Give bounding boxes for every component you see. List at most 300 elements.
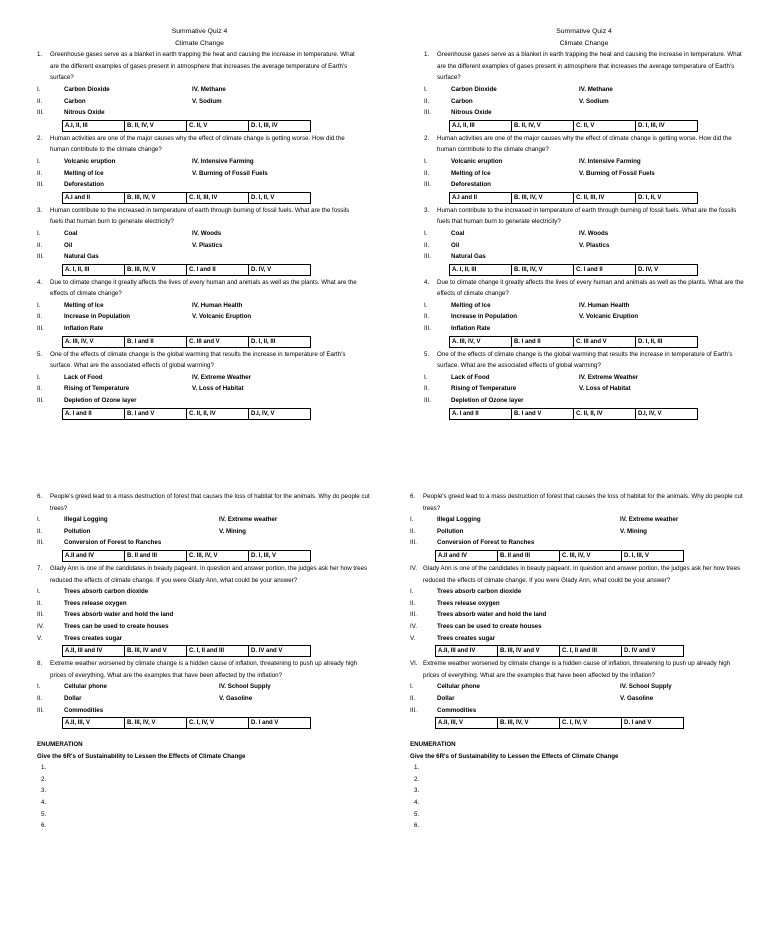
option-left: Carbon Dioxide [451, 85, 497, 93]
option-left: Cellular phone [64, 683, 107, 691]
answer-choices [435, 550, 684, 562]
answer-choice: A.II, III, V [436, 718, 498, 728]
option-left: Trees release oxygen [437, 599, 500, 607]
option-left: Nitrous Oxide [451, 109, 492, 117]
question-number: 3. [424, 206, 430, 214]
answer-choice: D. IV and V [251, 648, 283, 655]
option-left: Trees absorb carbon dioxide [64, 588, 149, 596]
option-numeral: II. [410, 694, 416, 702]
answer-choice: B. I and II [512, 337, 574, 347]
answer-choice: A.II, III and IV [63, 646, 125, 656]
answer-choice: D. I, II, III [251, 338, 276, 345]
answer-choice: D. I, III, IV [638, 122, 665, 129]
question-text: Greenhouse gases serve as a blanket in earth trapping the heat and causing the increase in temperature. What are the different examples of gases present in atmosphere that increases the average temperature of Earth's surface? [437, 51, 742, 82]
option-row [37, 168, 362, 180]
option-numeral: II. [37, 527, 43, 535]
option-left: Oil [64, 241, 73, 249]
question-number: 2. [424, 134, 430, 142]
option-row [37, 537, 372, 549]
enumeration-line: 5. [41, 810, 47, 818]
question-text: Human activities are one of the major causes why the effect of climate change is getting worse. How did the human contribute to the climate change? [50, 134, 345, 154]
answer-choice: D. I, III, V [624, 552, 650, 559]
option-numeral: II. [37, 241, 43, 249]
question [424, 205, 744, 228]
option-left: Depletion of Ozone layer [451, 397, 524, 405]
answer-choice: A. III, IV, V [63, 337, 125, 347]
option-row [37, 681, 372, 693]
question-number: 7. [37, 564, 43, 572]
option-row [37, 395, 362, 407]
option-row [37, 372, 362, 384]
answer-choice: A.I and II [450, 193, 512, 203]
answer-choices [449, 264, 698, 276]
option-right: IV. School Supply [620, 683, 672, 691]
option-row [37, 586, 372, 598]
question-number: 6. [37, 493, 43, 500]
option-numeral: II. [424, 97, 430, 105]
option-numeral: III. [424, 181, 431, 189]
enumeration-line: 6. [41, 822, 47, 830]
option-row [37, 705, 372, 717]
option-numeral: III. [37, 611, 44, 619]
question-number: 1. [424, 51, 430, 59]
question-text: Due to climate change it greatly affects the lives of every human and animals as well as the plants. What are the effects of climate change? [437, 278, 744, 298]
question-number: IV. [410, 564, 417, 572]
option-row [410, 621, 745, 633]
option-right: V. Volcanic Eruption [579, 313, 639, 321]
option-numeral: II. [424, 241, 430, 249]
option-left: Melting of Ice [451, 301, 491, 309]
option-right: V. Sodium [579, 97, 609, 105]
option-numeral: III. [37, 325, 44, 333]
enumeration-title: ENUMERATION [37, 741, 83, 749]
option-right: IV. Human Health [579, 301, 630, 309]
option-left: Melting of Ice [451, 169, 491, 177]
answer-choice: B. III, IV, V [512, 265, 574, 275]
option-row [37, 107, 362, 119]
option-right: V. Burning of Fossil Fuels [579, 169, 655, 177]
question [37, 491, 372, 514]
enumeration-prompt: Give the 6R's of Sustainability to Lessen the Effects of Climate Change [37, 752, 246, 760]
option-numeral: III. [37, 253, 44, 261]
question-text: Extreme weather worsened by climate change is a hidden cause of inflation, threatening to push up already high prices of everything. What are the examples that have been affected by the inflation? [423, 660, 731, 679]
option-left: Commodities [437, 706, 477, 714]
option-numeral: II. [424, 169, 430, 177]
answer-choice: B. II, IV, V [512, 121, 574, 131]
question-number: VI. [410, 660, 418, 668]
answer-choice: C. I and II [574, 265, 636, 275]
enumeration-line: 4. [414, 799, 420, 807]
question-number: 5. [424, 350, 430, 358]
answer-choices [449, 120, 698, 132]
answer-choice: C. III and V [574, 337, 636, 347]
option-numeral: IV. [410, 622, 417, 630]
quiz-title: Summative Quiz 4 [171, 28, 228, 35]
option-left: Inflation Rate [64, 325, 104, 333]
answer-choice: C. I, IV, V [187, 718, 249, 728]
option-row [424, 179, 744, 191]
answer-choice: C. I, II and III [560, 646, 622, 656]
question [410, 491, 745, 514]
question-text: Glady Ann is one of the candidates in beauty pageant. In question and answer portion, the judges ask her how trees reduced the effects of climate change. If you were Glady Ann, what could be your answer? [50, 564, 368, 584]
option-left: Depletion of Ozone layer [64, 397, 137, 405]
question [37, 277, 362, 300]
enumeration-line: 5. [414, 810, 420, 818]
option-right: V. Loss of Habitat [579, 385, 631, 393]
option-left: Cellular phone [437, 683, 480, 691]
answer-choice: A.II and IV [63, 551, 125, 561]
option-left: Lack of Food [64, 373, 103, 381]
option-left: Deforestation [64, 181, 104, 189]
option-left: Melting of Ice [64, 301, 104, 309]
question [37, 133, 362, 156]
option-right: IV. Extreme Weather [192, 373, 252, 381]
answer-choice: A.I, II, III [63, 121, 125, 131]
option-left: Increase in Population [64, 313, 131, 321]
option-left: Increase in Population [451, 313, 518, 321]
option-numeral: I. [424, 301, 428, 309]
question-text: One of the effects of climate change is the global warming that results the increase in temperature of Earth's surface. What are the associated effects of global warming? [437, 350, 733, 370]
option-left: Natural Gas [451, 253, 486, 261]
option-numeral: II. [410, 527, 416, 535]
option-numeral: I. [37, 229, 41, 237]
question-number: 2. [37, 134, 43, 142]
option-left: Dollar [64, 694, 82, 702]
option-numeral: I. [37, 157, 41, 165]
option-left: Coal [64, 229, 78, 237]
option-left: Trees release oxygen [64, 599, 127, 607]
option-left: Conversion of Forest to Ranches [64, 539, 162, 547]
option-right: IV. School Supply [219, 683, 271, 691]
option-right: IV. Extreme weather [219, 516, 278, 524]
option-row [424, 240, 744, 252]
option-right: IV. Woods [192, 229, 222, 237]
option-right: V. Gasoline [219, 694, 253, 702]
option-left: Nitrous Oxide [64, 109, 105, 117]
option-row [424, 251, 744, 263]
option-left: Trees absorb water and hold the land [64, 611, 174, 619]
answer-choice: B. I and V [512, 409, 574, 419]
quiz-subtitle: Climate Change [559, 39, 609, 47]
answer-choice: D. I and V [251, 720, 279, 727]
option-numeral: III. [410, 539, 417, 547]
option-right: V. Gasoline [620, 694, 654, 702]
answer-choice: D. I, II, III [638, 338, 663, 345]
answer-choice: D. I, III, V [251, 552, 277, 559]
option-row [37, 609, 372, 621]
question-number: 1. [37, 51, 43, 59]
option-row [424, 168, 744, 180]
option-left: Coal [451, 229, 465, 237]
question-text: Human activities are one of the major causes why the effect of climate change is getting worse. How did the human contribute to the climate change? [437, 134, 732, 154]
option-left: Rising of Temperature [451, 385, 517, 393]
option-row [424, 311, 744, 323]
option-numeral: I. [37, 373, 41, 381]
option-right: IV. Methane [192, 85, 226, 93]
answer-choice: A.I and II [63, 193, 125, 203]
answer-choices [435, 645, 684, 657]
option-numeral: III. [37, 109, 44, 117]
question [37, 49, 362, 84]
option-left: Natural Gas [64, 253, 99, 261]
answer-choice: D. I and V [624, 720, 652, 727]
question [37, 563, 372, 586]
option-left: Trees can be used to create houses [64, 622, 169, 630]
answer-choice: C. I, IV, V [560, 718, 622, 728]
option-left: Trees can be used to create houses [437, 622, 542, 630]
option-row [37, 633, 372, 645]
option-numeral: II. [424, 313, 430, 321]
answer-choice: D. IV and V [624, 648, 656, 655]
question-text: Human contribute to the increased in temperature of earth through burning of fossil fuels. What are the fossils fuels that human burn to generate electricity? [437, 206, 737, 226]
option-numeral: II. [424, 385, 430, 393]
option-row [37, 598, 372, 610]
option-numeral: I. [37, 301, 41, 309]
question-text: Glady Ann is one of the candidates in beauty pageant. In question and answer portion, the judges ask her how trees reduced the effects of climate change. If you were Glady Ann, what could be your answer? [423, 564, 741, 584]
option-left: Pollution [437, 527, 464, 535]
option-row [37, 693, 372, 705]
answer-choice: D. I, III, IV [251, 122, 278, 129]
answer-choice: C. I, II and III [187, 646, 249, 656]
answer-choice: A. I, II, III [450, 265, 512, 275]
option-numeral: III. [37, 539, 44, 547]
option-left: Illegal Logging [64, 516, 108, 524]
answer-choice: D.I, IV, V [251, 410, 275, 417]
option-left: Lack of Food [451, 373, 490, 381]
answer-choice: A. I and II [63, 409, 125, 419]
option-left: Melting of Ice [64, 169, 104, 177]
option-right: V. Mining [219, 527, 246, 535]
option-row [410, 633, 745, 645]
answer-choice: B. II, IV, V [125, 121, 187, 131]
option-row [410, 681, 745, 693]
answer-choice: A. I, II, III [63, 265, 125, 275]
option-row [37, 514, 372, 526]
answer-choice: C. III and V [187, 337, 249, 347]
enumeration-line: 1. [414, 764, 420, 772]
option-left: Trees creates sugar [437, 634, 496, 642]
option-right: IV. Intensive Farming [192, 157, 254, 165]
answer-choice: C. III, IV, V [560, 551, 622, 561]
option-numeral: I. [410, 516, 414, 524]
answer-choice: B. I and V [125, 409, 187, 419]
option-left: Carbon [64, 97, 86, 105]
option-left: Deforestation [451, 181, 491, 189]
option-numeral: II. [37, 97, 43, 105]
question [424, 277, 744, 300]
enumeration-line: 2. [41, 775, 47, 783]
option-row [37, 526, 372, 538]
question-text: People's greed lead to a mass destruction of forest that causes the loss of habitat for the animals. Why do people cut trees? [423, 493, 743, 512]
answer-choice: C. II, V [574, 121, 636, 131]
option-numeral: I. [410, 588, 414, 596]
option-row [424, 300, 744, 312]
enumeration-title: ENUMERATION [410, 741, 456, 749]
answer-choice: B. III, IV, V [125, 193, 187, 203]
option-row [37, 228, 362, 240]
question [410, 563, 745, 586]
answer-choice: A.II, III and IV [436, 646, 498, 656]
option-numeral: II. [37, 313, 43, 321]
question-text: One of the effects of climate change is the global warming that results the increase in temperature of Earth's surface. What are the associated effects of global warming? [50, 350, 346, 370]
option-row [410, 526, 745, 538]
option-right: V. Burning of Fossil Fuels [192, 169, 268, 177]
answer-choice: B. III, IV, V [125, 265, 187, 275]
option-row [424, 323, 744, 335]
option-right: V. Sodium [192, 97, 222, 105]
option-row [37, 323, 362, 335]
option-row [37, 383, 362, 395]
answer-choice: D. IV, V [638, 266, 659, 273]
option-row [410, 609, 745, 621]
option-row [424, 395, 744, 407]
option-numeral: II. [37, 599, 43, 607]
option-row [37, 84, 362, 96]
option-numeral: III. [424, 397, 431, 405]
answer-choices [62, 408, 311, 420]
option-left: Trees absorb carbon dioxide [437, 588, 522, 596]
option-numeral: II. [410, 599, 416, 607]
question-number: 8. [37, 660, 43, 668]
enumeration-line: 1. [41, 764, 47, 772]
quiz-title: Summative Quiz 4 [556, 28, 612, 35]
option-row [424, 156, 744, 168]
option-right: IV. Woods [579, 229, 609, 237]
option-numeral: I. [37, 85, 41, 93]
option-row [37, 179, 362, 191]
enumeration-prompt: Give the 6R's of Sustainability to Lessen the Effects of Climate Change [410, 752, 619, 760]
option-numeral: I. [424, 157, 428, 165]
option-row [410, 514, 745, 526]
option-numeral: III. [410, 706, 417, 714]
answer-choice: C. II, II, IV [574, 409, 636, 419]
answer-choice: B. III, IV, V [512, 193, 574, 203]
answer-choices [62, 717, 311, 729]
option-row [424, 372, 744, 384]
question [424, 349, 744, 372]
answer-choices [62, 192, 311, 204]
answer-choice: B. III, IV and V [125, 646, 187, 656]
quiz-top-left [37, 26, 362, 421]
enumeration-line: 4. [41, 799, 47, 807]
option-right: IV. Intensive Farming [579, 157, 641, 165]
option-right: V. Plastics [192, 241, 223, 249]
option-numeral: III. [410, 611, 417, 619]
option-row [410, 693, 745, 705]
answer-choice: D. IV, V [251, 266, 272, 273]
answer-choice: B. II and III [125, 551, 187, 561]
answer-choices [62, 550, 311, 562]
option-left: Illegal Logging [437, 516, 481, 524]
answer-choice: C. II, II, IV [187, 409, 249, 419]
question-number: 3. [37, 206, 43, 214]
option-row [410, 598, 745, 610]
option-numeral: II. [37, 694, 43, 702]
option-left: Trees creates sugar [64, 634, 123, 642]
option-numeral: V. [410, 634, 416, 642]
answer-choice: D.I, IV, V [638, 410, 662, 417]
option-left: Trees absorb water and hold the land [437, 611, 547, 619]
answer-choices [449, 336, 698, 348]
question-number: 6. [410, 493, 416, 500]
answer-choice: A.II, III, V [63, 718, 125, 728]
answer-choices [62, 336, 311, 348]
option-right: IV. Methane [579, 85, 613, 93]
option-row [37, 300, 362, 312]
answer-choice: C. III, IV, V [187, 551, 249, 561]
option-row [424, 228, 744, 240]
option-numeral: II. [37, 169, 43, 177]
option-left: Conversion of Forest to Ranches [437, 539, 535, 547]
quiz-bottom-left [37, 491, 372, 832]
option-row [37, 251, 362, 263]
option-left: Rising of Temperature [64, 385, 130, 393]
option-left: Volcanic eruption [64, 157, 116, 165]
option-right: IV. Extreme Weather [579, 373, 639, 381]
option-numeral: I. [424, 229, 428, 237]
option-numeral: I. [37, 683, 41, 691]
answer-choices [62, 645, 311, 657]
option-left: Dollar [437, 694, 455, 702]
question-number: 4. [37, 278, 43, 286]
option-row [410, 537, 745, 549]
answer-choices [449, 408, 698, 420]
answer-choice: A. III, IV, V [450, 337, 512, 347]
option-row [37, 156, 362, 168]
option-numeral: I. [424, 85, 428, 93]
answer-choice: B. III, IV, V [125, 718, 187, 728]
quiz-bottom-right [410, 491, 745, 832]
option-numeral: I. [424, 373, 428, 381]
option-numeral: III. [424, 253, 431, 261]
option-row [424, 84, 744, 96]
question [37, 349, 362, 372]
answer-choices [62, 264, 311, 276]
question [424, 49, 744, 84]
quiz-top-right [424, 26, 744, 421]
option-left: Volcanic eruption [451, 157, 503, 165]
option-numeral: III. [424, 325, 431, 333]
answer-choice: B. III, IV, V [498, 718, 560, 728]
enumeration-line: 3. [41, 787, 47, 795]
option-row [410, 586, 745, 598]
question-text: Extreme weather worsened by climate change is a hidden cause of inflation, threatening to push up already high prices of everything. What are the examples that have been affected by the inflation? [50, 660, 358, 679]
question [37, 658, 372, 681]
option-row [424, 96, 744, 108]
question [37, 205, 362, 228]
option-left: Oil [451, 241, 460, 249]
option-left: Commodities [64, 706, 104, 714]
option-row [37, 96, 362, 108]
question-text: Human contribute to the increased in temperature of earth through burning of fossil fuels. What are the fossils fuels that human burn to generate electricity? [50, 206, 350, 226]
answer-choices [435, 717, 684, 729]
option-numeral: V. [37, 634, 43, 642]
enumeration-line: 6. [414, 822, 420, 830]
option-right: IV. Human Health [192, 301, 243, 309]
option-left: Inflation Rate [451, 325, 491, 333]
question-number: 4. [424, 278, 430, 286]
question-number: 5. [37, 350, 43, 358]
answer-choice: B. I and II [125, 337, 187, 347]
option-right: V. Plastics [579, 241, 610, 249]
option-numeral: II. [37, 385, 43, 393]
option-numeral: III. [37, 397, 44, 405]
answer-choices [62, 120, 311, 132]
option-row [37, 311, 362, 323]
answer-choice: C. II, III, IV [187, 193, 249, 203]
question-text: People's greed lead to a mass destruction of forest that causes the loss of habitat for the animals. Why do people cut trees? [50, 493, 370, 512]
enumeration-line: 3. [414, 787, 420, 795]
